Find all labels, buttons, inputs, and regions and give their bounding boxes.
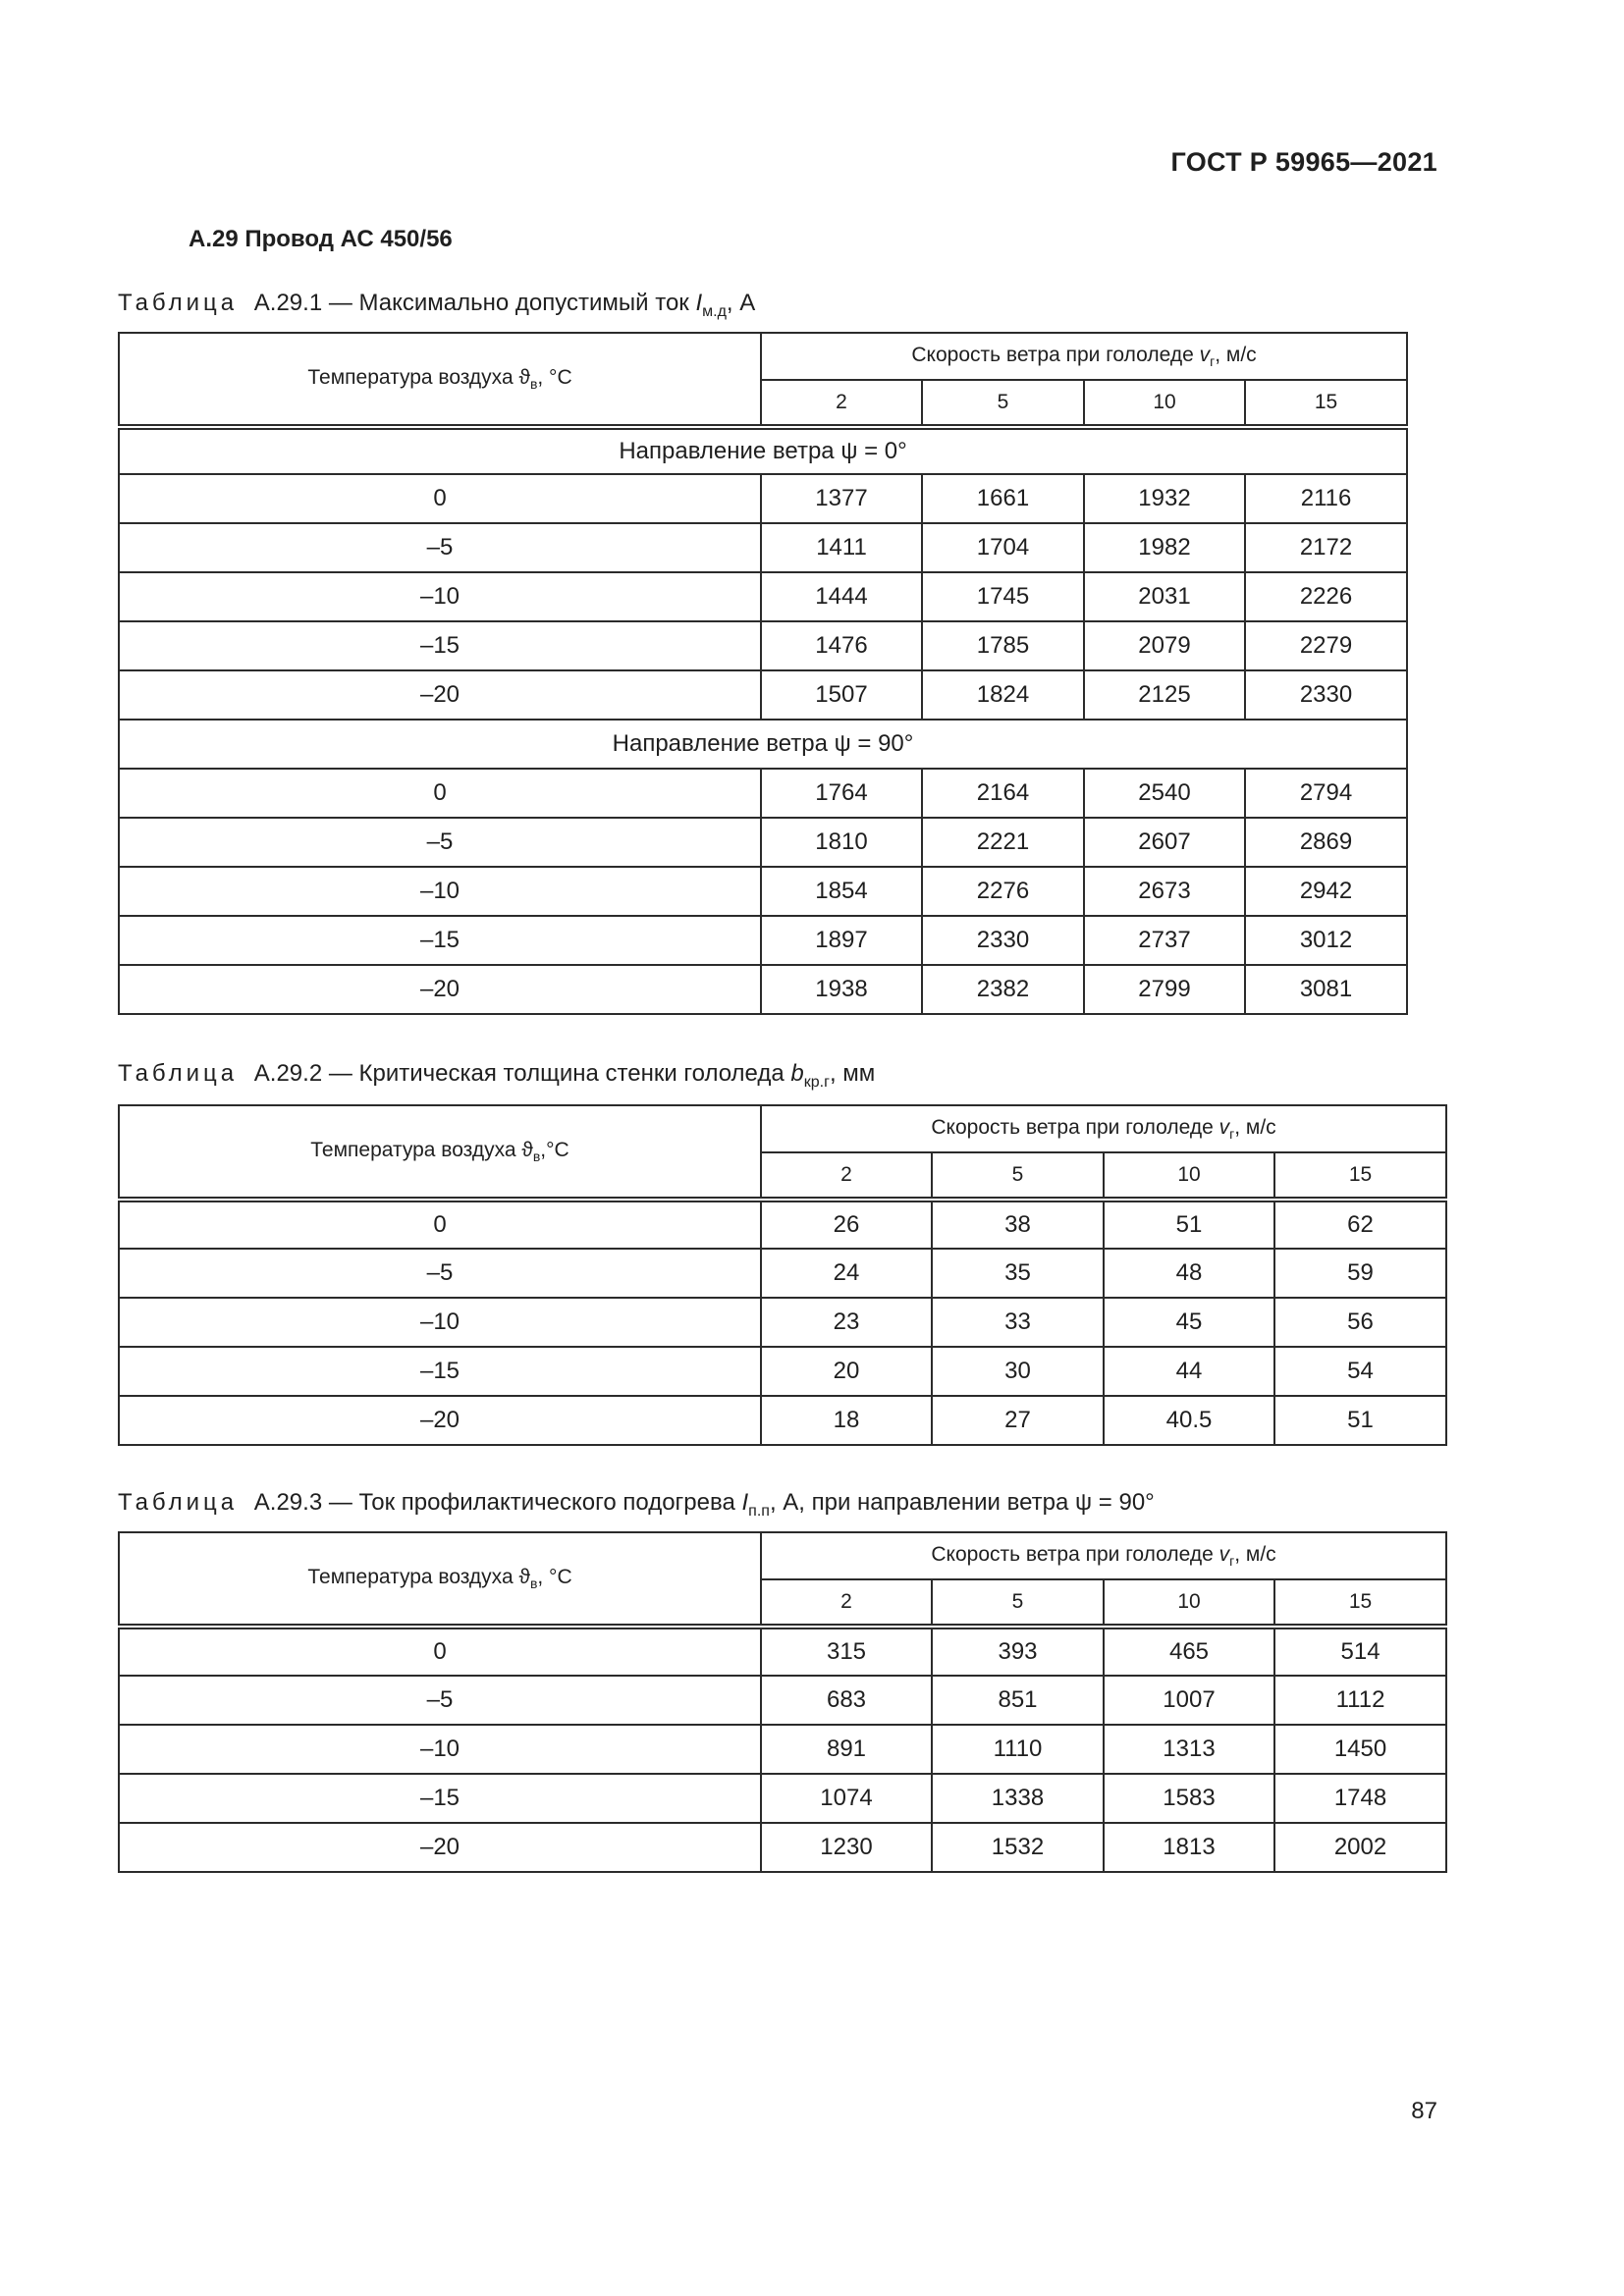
table2-caption-prefix: Таблица: [118, 1060, 239, 1087]
table2-speed: 5: [932, 1152, 1104, 1200]
table3-speed: 5: [932, 1579, 1104, 1627]
table1-speed-header: Скорость ветра при гололеде $v_г$, м/с: [761, 333, 1407, 380]
table-row: [119, 769, 1407, 818]
value-cell: 1785: [922, 621, 1084, 670]
table3-caption: [118, 1489, 1155, 1521]
table3-speed: 2: [761, 1579, 932, 1627]
table3: [118, 1531, 1447, 1873]
table-row: [119, 1396, 1446, 1445]
table1-caption-prefix: Таблица: [118, 290, 239, 316]
value-cell: 2607: [1084, 818, 1245, 867]
table1-speed: 5: [922, 380, 1084, 427]
table1-speed: 15: [1245, 380, 1407, 427]
table-row: [119, 621, 1407, 670]
value-cell: 1007: [1104, 1676, 1274, 1725]
temperature-cell: 0: [119, 769, 761, 818]
value-cell: 62: [1274, 1200, 1446, 1249]
table-row: [119, 1298, 1446, 1347]
value-cell: 1982: [1084, 523, 1245, 572]
value-cell: 315: [761, 1627, 932, 1676]
table3-caption-unit: , А, при направлении ветра ψ = 90°: [769, 1489, 1155, 1516]
table2-caption: [118, 1060, 875, 1092]
value-cell: 1110: [932, 1725, 1104, 1774]
value-cell: 2031: [1084, 572, 1245, 621]
table-row: [119, 1725, 1446, 1774]
value-cell: 1450: [1274, 1725, 1446, 1774]
value-cell: 683: [761, 1676, 932, 1725]
temperature-cell: 0: [119, 1627, 761, 1676]
temperature-cell: –10: [119, 1298, 761, 1347]
value-cell: 2079: [1084, 621, 1245, 670]
table-row: [119, 965, 1407, 1014]
table2-speed: 15: [1274, 1152, 1446, 1200]
value-cell: 2002: [1274, 1823, 1446, 1872]
table3-speed: 15: [1274, 1579, 1446, 1627]
table3-temp-header: Температура воздуха $ϑ_в$, °С: [119, 1532, 761, 1627]
value-cell: 54: [1274, 1347, 1446, 1396]
value-cell: 1338: [932, 1774, 1104, 1823]
value-cell: 1507: [761, 670, 922, 720]
value-cell: 1897: [761, 916, 922, 965]
temperature-cell: –5: [119, 523, 761, 572]
value-cell: 45: [1104, 1298, 1274, 1347]
value-cell: 56: [1274, 1298, 1446, 1347]
value-cell: 1661: [922, 474, 1084, 523]
value-cell: 35: [932, 1249, 1104, 1298]
temperature-cell: –5: [119, 1676, 761, 1725]
value-cell: 18: [761, 1396, 932, 1445]
value-cell: 40.5: [1104, 1396, 1274, 1445]
table-row: [119, 1823, 1446, 1872]
table-row: [119, 1347, 1446, 1396]
value-cell: 27: [932, 1396, 1104, 1445]
value-cell: 2942: [1245, 867, 1407, 916]
value-cell: 2382: [922, 965, 1084, 1014]
page-number: 87: [1411, 2098, 1437, 2124]
value-cell: 2794: [1245, 769, 1407, 818]
value-cell: 2164: [922, 769, 1084, 818]
value-cell: 1704: [922, 523, 1084, 572]
value-cell: 1813: [1104, 1823, 1274, 1872]
value-cell: 891: [761, 1725, 932, 1774]
value-cell: 2172: [1245, 523, 1407, 572]
value-cell: 465: [1104, 1627, 1274, 1676]
table1-speed: 10: [1084, 380, 1245, 427]
temperature-cell: –15: [119, 1347, 761, 1396]
value-cell: 33: [932, 1298, 1104, 1347]
table1: [118, 332, 1408, 1015]
value-cell: 1074: [761, 1774, 932, 1823]
value-cell: 1824: [922, 670, 1084, 720]
table-row: [119, 523, 1407, 572]
table2-speed: 2: [761, 1152, 932, 1200]
value-cell: 3012: [1245, 916, 1407, 965]
table2-speed-header: Скорость ветра при гололеде $v_г$, м/с: [761, 1105, 1446, 1152]
table1-caption-unit: , А: [726, 290, 756, 316]
value-cell: 393: [932, 1627, 1104, 1676]
value-cell: 2330: [1245, 670, 1407, 720]
value-cell: 2221: [922, 818, 1084, 867]
value-cell: 30: [932, 1347, 1104, 1396]
value-cell: 44: [1104, 1347, 1274, 1396]
value-cell: 1932: [1084, 474, 1245, 523]
table3-speed-header: Скорость ветра при гололеде $v_г$, м/с: [761, 1532, 1446, 1579]
table-row: [119, 1627, 1446, 1676]
value-cell: 1938: [761, 965, 922, 1014]
value-cell: 1230: [761, 1823, 932, 1872]
temperature-cell: –20: [119, 965, 761, 1014]
table-row: [119, 1676, 1446, 1725]
value-cell: 1810: [761, 818, 922, 867]
table1-group-row: [119, 427, 1407, 474]
value-cell: 2673: [1084, 867, 1245, 916]
value-cell: 1748: [1274, 1774, 1446, 1823]
value-cell: 2226: [1245, 572, 1407, 621]
value-cell: 2276: [922, 867, 1084, 916]
temperature-cell: –15: [119, 621, 761, 670]
value-cell: 26: [761, 1200, 932, 1249]
document-id: ГОСТ Р 59965—2021: [1170, 147, 1437, 177]
value-cell: 2737: [1084, 916, 1245, 965]
table-row: [119, 916, 1407, 965]
table1-caption-sub: м.д: [702, 302, 727, 320]
value-cell: 1476: [761, 621, 922, 670]
table3-caption-symbol: I: [741, 1489, 749, 1516]
temperature-cell: –15: [119, 1774, 761, 1823]
table-row: [119, 1200, 1446, 1249]
value-cell: 2330: [922, 916, 1084, 965]
table2-caption-sub: кр.г: [803, 1073, 830, 1091]
table1-speed: 2: [761, 380, 922, 427]
value-cell: 851: [932, 1676, 1104, 1725]
temperature-cell: –5: [119, 818, 761, 867]
value-cell: 1411: [761, 523, 922, 572]
value-cell: 2799: [1084, 965, 1245, 1014]
temperature-cell: –20: [119, 1396, 761, 1445]
value-cell: 3081: [1245, 965, 1407, 1014]
value-cell: 51: [1104, 1200, 1274, 1249]
table2: [118, 1104, 1447, 1446]
table2-caption-unit: , мм: [829, 1060, 876, 1087]
value-cell: 48: [1104, 1249, 1274, 1298]
temperature-cell: –10: [119, 867, 761, 916]
temperature-cell: –20: [119, 1823, 761, 1872]
table3-caption-sub: п.п: [748, 1502, 770, 1520]
value-cell: 1583: [1104, 1774, 1274, 1823]
value-cell: 2869: [1245, 818, 1407, 867]
table2-caption-text: А.29.2 — Критическая толщина стенки гололеда: [253, 1060, 785, 1087]
value-cell: 1444: [761, 572, 922, 621]
value-cell: 2116: [1245, 474, 1407, 523]
table1-caption-symbol: I: [695, 290, 703, 316]
value-cell: 24: [761, 1249, 932, 1298]
table1-group-title: Направление ветра ψ = 0°: [119, 427, 1407, 474]
table3-speed: 10: [1104, 1579, 1274, 1627]
table-row: [119, 474, 1407, 523]
value-cell: 20: [761, 1347, 932, 1396]
table-row: [119, 867, 1407, 916]
temperature-cell: –5: [119, 1249, 761, 1298]
table3-caption-prefix: Таблица: [118, 1489, 239, 1516]
value-cell: 2125: [1084, 670, 1245, 720]
table-row: [119, 572, 1407, 621]
temperature-cell: 0: [119, 1200, 761, 1249]
table-row: [119, 1774, 1446, 1823]
table2-caption-symbol: b: [790, 1060, 804, 1087]
value-cell: 1745: [922, 572, 1084, 621]
value-cell: 2540: [1084, 769, 1245, 818]
temperature-cell: –15: [119, 916, 761, 965]
table-row: [119, 670, 1407, 720]
table3-caption-text: А.29.3 — Ток профилактического подогрева: [253, 1489, 735, 1516]
value-cell: 1112: [1274, 1676, 1446, 1725]
table2-temp-header: Температура воздуха $ϑ_в,^\circ С$: [119, 1105, 761, 1200]
temperature-cell: –10: [119, 572, 761, 621]
table1-caption: [118, 290, 755, 321]
table1-temp-header: Температура воздуха $ϑ_в$, °С: [119, 333, 761, 427]
value-cell: 514: [1274, 1627, 1446, 1676]
table1-group-row: [119, 720, 1407, 769]
value-cell: 59: [1274, 1249, 1446, 1298]
table1-group-title: Направление ветра ψ = 90°: [119, 720, 1407, 769]
value-cell: 38: [932, 1200, 1104, 1249]
value-cell: 23: [761, 1298, 932, 1347]
table-row: [119, 1249, 1446, 1298]
value-cell: 1532: [932, 1823, 1104, 1872]
value-cell: 51: [1274, 1396, 1446, 1445]
table-row: [119, 818, 1407, 867]
value-cell: 1764: [761, 769, 922, 818]
temperature-cell: –10: [119, 1725, 761, 1774]
temperature-cell: 0: [119, 474, 761, 523]
value-cell: 1854: [761, 867, 922, 916]
value-cell: 1313: [1104, 1725, 1274, 1774]
section-title: А.29 Провод АС 450/56: [189, 226, 453, 252]
table2-speed: 10: [1104, 1152, 1274, 1200]
value-cell: 2279: [1245, 621, 1407, 670]
value-cell: 1377: [761, 474, 922, 523]
table1-caption-text: А.29.1 — Максимально допустимый ток: [253, 290, 689, 316]
temperature-cell: –20: [119, 670, 761, 720]
